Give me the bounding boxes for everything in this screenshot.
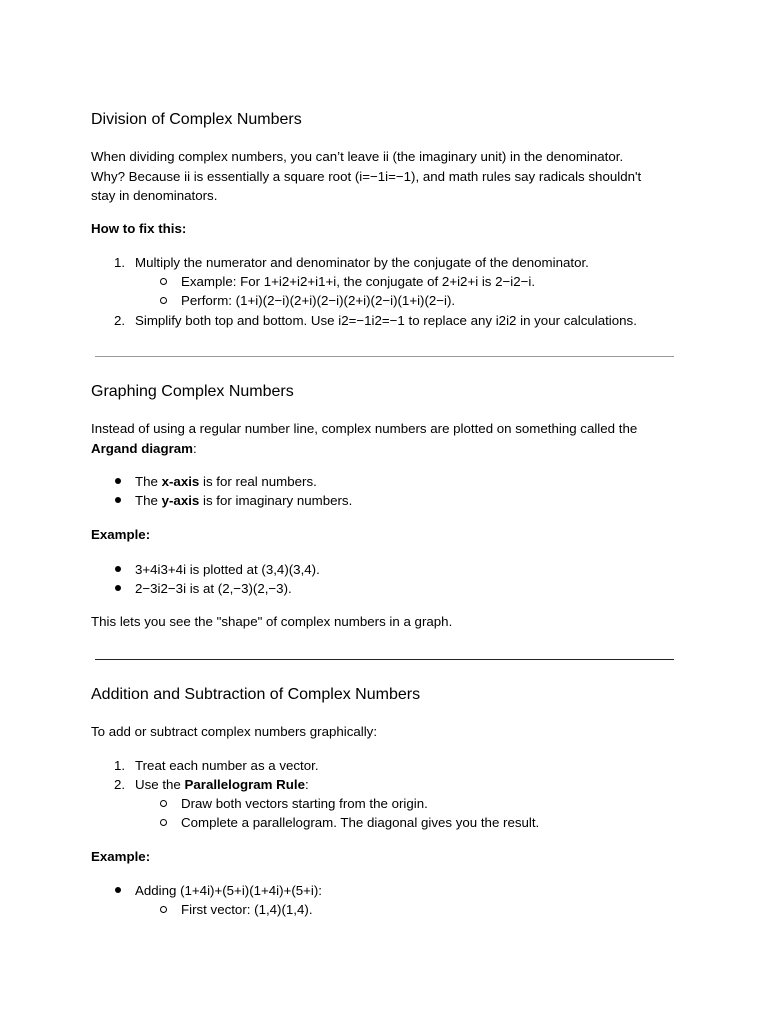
step-text: Simplify both top and bottom. Use i2=−1i2=−1 to replace any i2i2 in your calculations. <box>135 313 637 328</box>
sub-step-text: Draw both vectors starting from the origin. <box>181 796 428 811</box>
axis-item-term: x-axis <box>161 474 200 489</box>
parallelogram-rule-term: Parallelogram Rule <box>184 777 305 792</box>
sub-bullet-marker <box>160 906 167 913</box>
fix-label: How to fix this: <box>91 221 187 236</box>
addition-heading: Addition and Subtraction of Complex Numbers <box>91 686 421 703</box>
division-intro-line: Why? Because ii is essentially a square root (i=−1i=−1), and math rules say radicals shouldn't <box>91 168 642 184</box>
example-item: 3+4i3+4i is plotted at (3,4)(3,4). <box>135 562 320 577</box>
section-divider <box>95 356 674 357</box>
argand-diagram-term: Argand diagram <box>91 440 193 456</box>
bullet-marker <box>115 497 121 503</box>
axis-item-term: y-axis <box>161 493 200 508</box>
sub-bullet-marker <box>160 819 167 826</box>
division-intro <box>91 147 691 206</box>
addition-example-label: Example: <box>91 849 151 864</box>
axis-item-post: is for imaginary numbers. <box>199 493 353 508</box>
sub-step-text: Complete a parallelogram. The diagonal gives you the result. <box>181 815 540 830</box>
axis-item <box>135 491 352 510</box>
colon-text: : <box>192 440 197 456</box>
sub-step-text: Perform: (1+i)(2−i)(2+i)(2−i)(2+i)(2−i)(1+i)(2−i). <box>181 293 456 308</box>
graphing-intro-line <box>91 439 691 459</box>
sub-step-text: Example: For 1+i2+i2+i1+i, the conjugate of 2+i2+i is 2−i2−i. <box>181 274 536 289</box>
graphing-closing: This lets you see the "shape" of complex numbers in a graph. <box>91 614 453 629</box>
axis-item <box>135 472 317 491</box>
division-intro-line: stay in denominators. <box>91 188 218 203</box>
bullet-marker <box>115 585 121 591</box>
axis-item-pre: The <box>135 474 162 489</box>
graphing-intro-line: Instead of using a regular number line, complex numbers are plotted on something called the <box>91 421 638 436</box>
sub-bullet-marker <box>160 297 167 304</box>
step-marker: 1. <box>114 758 126 773</box>
graphing-intro <box>91 419 691 458</box>
axis-item-post: is for real numbers. <box>199 474 317 489</box>
axis-item-pre: The <box>135 493 162 508</box>
sub-step-text: First vector: (1,4)(1,4). <box>181 902 313 917</box>
addition-intro: To add or subtract complex numbers graphically: <box>91 724 378 739</box>
bullet-marker <box>115 566 121 572</box>
division-intro-line: When dividing complex numbers, you can’t leave ii (the imaginary unit) in the denominator. <box>91 149 624 164</box>
bullet-marker <box>115 478 121 484</box>
section-divider <box>95 659 674 660</box>
example-item: Adding (1+4i)+(5+i)(1+4i)+(5+i): <box>135 883 322 898</box>
sub-bullet-marker <box>160 800 167 807</box>
bullet-marker <box>115 887 121 893</box>
sub-bullet-marker <box>160 278 167 285</box>
step-text-post: : <box>305 777 309 792</box>
step-marker: 2. <box>114 313 126 328</box>
graphing-heading: Graphing Complex Numbers <box>91 383 294 400</box>
step-marker: 1. <box>114 255 126 270</box>
step-text-pre: Use the <box>135 777 185 792</box>
step-text <box>135 775 309 794</box>
example-item: 2−3i2−3i is at (2,−3)(2,−3). <box>135 581 292 596</box>
step-marker: 2. <box>114 777 126 792</box>
step-text: Treat each number as a vector. <box>135 758 319 773</box>
graphing-example-label: Example: <box>91 527 151 542</box>
division-heading: Division of Complex Numbers <box>91 111 302 128</box>
step-text: Multiply the numerator and denominator by the conjugate of the denominator. <box>135 255 589 270</box>
